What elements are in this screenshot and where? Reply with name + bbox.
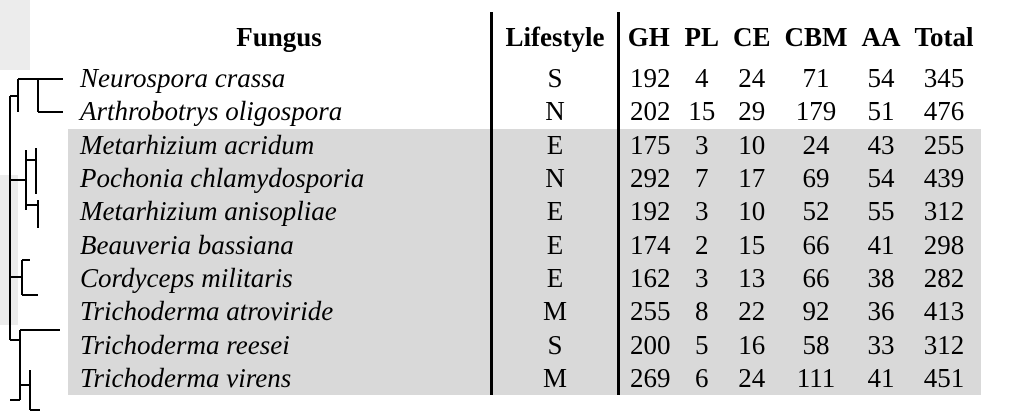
cell-fungus: Trichoderma reesei [68,328,492,361]
cell-lifestyle: E [492,262,619,295]
cell-cbm: 92 [778,295,855,328]
cell-gh: 255 [619,295,678,328]
cell-fungus: Metarhizium anisopliae [68,195,492,228]
cell-total: 439 [908,162,981,195]
cell-lifestyle: E [492,228,619,261]
table-header-row [68,12,981,62]
cell-aa: 41 [855,228,908,261]
cell-lifestyle: M [492,362,619,395]
cell-ce: 10 [726,195,778,228]
cell-gh: 200 [619,328,678,361]
cell-aa: 43 [855,129,908,162]
cell-aa: 51 [867,96,895,127]
cell-fungus: Cordyceps militaris [68,262,492,295]
table-row [68,262,981,295]
cell-fungus: Metarhizium acridum [68,129,492,162]
cell-lifestyle: M [492,295,619,328]
cell-gh: 174 [619,228,678,261]
cell-lifestyle: N [492,95,619,128]
cell-cbm: 111 [778,362,855,395]
cell-ce: 24 [738,63,766,94]
cell-aa: 33 [855,328,908,361]
cell-pl: 6 [678,362,727,395]
cell-ce: 16 [726,328,778,361]
cell-gh: 202 [630,96,671,127]
cell-cbm: 66 [778,228,855,261]
cell-pl: 4 [695,63,709,94]
cell-aa: 55 [855,195,908,228]
cell-gh: 162 [619,262,678,295]
table-row [68,62,981,95]
cell-cbm: 58 [778,328,855,361]
col-header-gh: GH [627,21,670,52]
cell-fungus: Trichoderma atroviride [68,295,492,328]
cell-total: 312 [908,195,981,228]
col-header-ce: CE [733,21,771,52]
phylogenetic-tree [0,0,70,419]
cell-cbm: 24 [778,129,855,162]
cell-aa: 54 [867,63,895,94]
cell-fungus: Arthrobotrys oligospora [80,96,343,127]
cell-cbm: 179 [795,96,837,127]
cell-lifestyle: S [492,328,619,361]
cell-pl: 15 [688,96,716,127]
cell-total: 451 [908,362,981,395]
col-header-lifestyle: Lifestyle [492,12,619,62]
cell-total: 345 [923,63,965,94]
cell-fungus: Beauveria bassiana [68,228,492,261]
cell-pl: 2 [678,228,727,261]
cell-ce: 13 [726,262,778,295]
cell-lifestyle: N [492,162,619,195]
cell-aa: 54 [855,162,908,195]
cell-ce: 17 [726,162,778,195]
table-row [68,328,981,361]
cell-aa: 41 [855,362,908,395]
cell-gh: 269 [619,362,678,395]
col-header-cbm: CBM [784,21,848,52]
cell-pl: 3 [678,195,727,228]
table-row [68,295,981,328]
cell-gh: 192 [619,195,678,228]
cell-cbm: 66 [778,262,855,295]
cell-fungus: Trichoderma virens [68,362,492,395]
cell-fungus: Pochonia chlamydosporia [68,162,492,195]
cell-aa: 38 [855,262,908,295]
cell-fungus: Neurospora crassa [80,63,286,94]
cell-lifestyle: S [492,62,619,95]
cell-ce: 29 [738,96,766,127]
cell-ce: 22 [726,295,778,328]
cell-ce: 24 [726,362,778,395]
cell-ce: 10 [726,129,778,162]
cell-total: 312 [908,328,981,361]
table-row [68,362,981,395]
cell-aa: 36 [855,295,908,328]
col-header-total: Total [914,21,974,52]
cell-pl: 8 [678,295,727,328]
cell-gh: 192 [630,63,671,94]
table-row [68,228,981,261]
cell-lifestyle: E [492,195,619,228]
table-row [68,195,981,228]
cell-ce: 15 [726,228,778,261]
cell-total: 298 [908,228,981,261]
cell-cbm: 69 [778,162,855,195]
cell-total: 413 [908,295,981,328]
cell-cbm: 71 [802,63,830,94]
cell-pl: 3 [678,129,727,162]
cell-total: 476 [923,96,965,127]
table-row [68,162,981,195]
cazyme-table [68,12,982,395]
cell-gh: 175 [619,129,678,162]
cell-gh: 292 [619,162,678,195]
col-header-pl: PL [684,21,720,52]
table-row [68,95,981,128]
col-header-aa: AA [861,21,901,52]
cell-lifestyle: E [492,129,619,162]
cell-total: 282 [908,262,981,295]
cell-cbm: 52 [778,195,855,228]
table-row [68,129,981,162]
cell-pl: 3 [678,262,727,295]
cell-pl: 5 [678,328,727,361]
col-header-fungus: Fungus [236,21,322,52]
cell-pl: 7 [678,162,727,195]
cell-total: 255 [908,129,981,162]
